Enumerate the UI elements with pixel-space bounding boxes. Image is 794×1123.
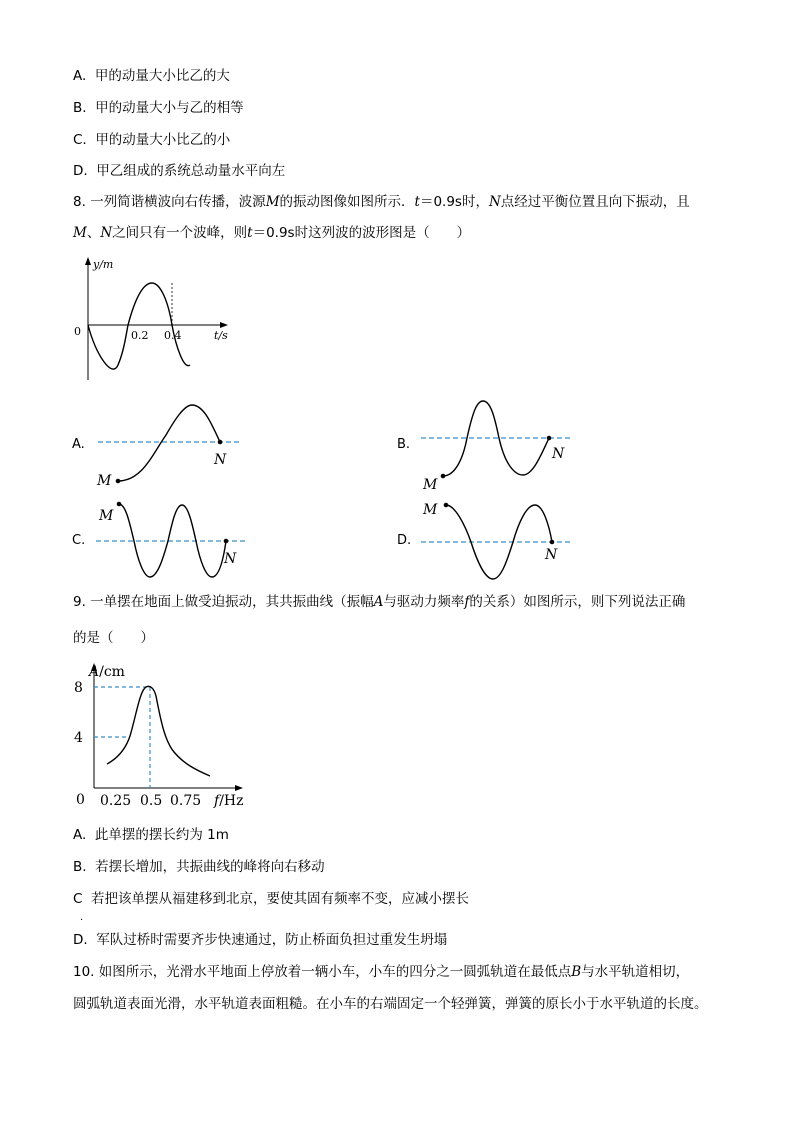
q8-option-a-waveform [90, 395, 250, 495]
q8-option-b-label: B. [397, 437, 411, 452]
q9-option-b: B. 若摆长增加，共振曲线的峰将向右移动 [73, 859, 325, 875]
q7-option-d: D. 甲乙组成的系统总动量水平向左 [73, 163, 286, 179]
q8-option-c-n: N [224, 551, 237, 567]
q9-graph-x-tick-1: 0.5 [140, 793, 163, 809]
q9-graph-x-tick-0: 0.25 [100, 793, 132, 809]
q9-graph-origin: 0 [76, 792, 85, 808]
q9-graph-x-tick-2: 0.75 [170, 793, 202, 809]
q10-stem-line2: 圆弧轨道表面光滑，水平轨道表面粗糙。在小车的右端固定一个轻弹簧，弹簧的原长小于水平轨道的长度。 [73, 996, 708, 1012]
q9-stem-line1: 9. 一单摆在地面上做受迫振动，其共振曲线（振幅A与驱动力频率f的关系）如图所示，则下列说法正确 [73, 594, 686, 610]
q7-option-a: A. 甲的动量大小比乙的大 [73, 68, 230, 84]
q8-option-d-label: D. [397, 533, 412, 548]
q8-option-b-n: N [552, 446, 565, 462]
q8-stem-line1: 8. 一列简谐横波向右传播，波源M的振动图像如图所示．t＝0.9s时，N点经过平衡位置且向下振动，且 [73, 194, 690, 210]
q8-stem-line2: M、N之间只有一个波峰，则t＝0.9s时这列波的波形图是（ ） [73, 225, 471, 241]
q8-option-a-m: M [97, 473, 112, 489]
q8-graph-tick-0: 0.2 [131, 329, 149, 342]
q9-stem-line2: 的是（ ） [73, 630, 154, 646]
q8-option-b-m: M [423, 477, 438, 493]
q8-option-c-label: C. [72, 533, 86, 548]
q8-option-c-waveform [90, 495, 250, 585]
q9-option-c: C 若把该单摆从福建移到北京，要使其固有频率不变，应减小摆长 [73, 891, 470, 907]
q9-option-d: D. 军队过桥时需要齐步快速通过，防止桥面负担过重发生坍塌 [73, 932, 448, 948]
q8-option-d-n: N [545, 547, 558, 563]
q7-option-c: C. 甲的动量大小比乙的小 [73, 132, 231, 148]
q8-option-d-m: M [423, 502, 438, 518]
q8-graph-x-label: t/s [214, 329, 228, 342]
q10-stem-line1: 10. 如图所示，光滑水平地面上停放着一辆小车，小车的四分之一圆弧轨道在最低点B与水平轨道相切， [73, 964, 690, 980]
q7-option-b: B. 甲的动量大小与乙的相等 [73, 100, 244, 116]
q8-option-c-m: M [99, 508, 114, 524]
q8-graph-y-label: y/m [93, 258, 114, 271]
q9-graph-y-tick-8: 8 [74, 680, 83, 696]
q9-resonance-graph [70, 660, 260, 810]
q8-graph-origin: 0 [74, 325, 81, 338]
q8-graph-tick-1: 0.4 [164, 329, 182, 342]
q8-option-a-label: A. [72, 437, 85, 452]
q8-option-a-n: N [214, 452, 227, 468]
q9-graph-y-tick-4: 4 [74, 730, 83, 746]
q8-option-d-waveform [415, 495, 580, 585]
q9-graph-y-label: A/cm [89, 664, 125, 680]
q9-graph-x-label: f/Hz [214, 793, 244, 809]
q8-vibration-graph [68, 255, 238, 385]
q8-option-b-waveform [415, 395, 580, 495]
q9-option-a: A. 此单摆的摆长约为 1m [73, 827, 229, 843]
q9-option-c-stray-dot: . [80, 912, 84, 923]
